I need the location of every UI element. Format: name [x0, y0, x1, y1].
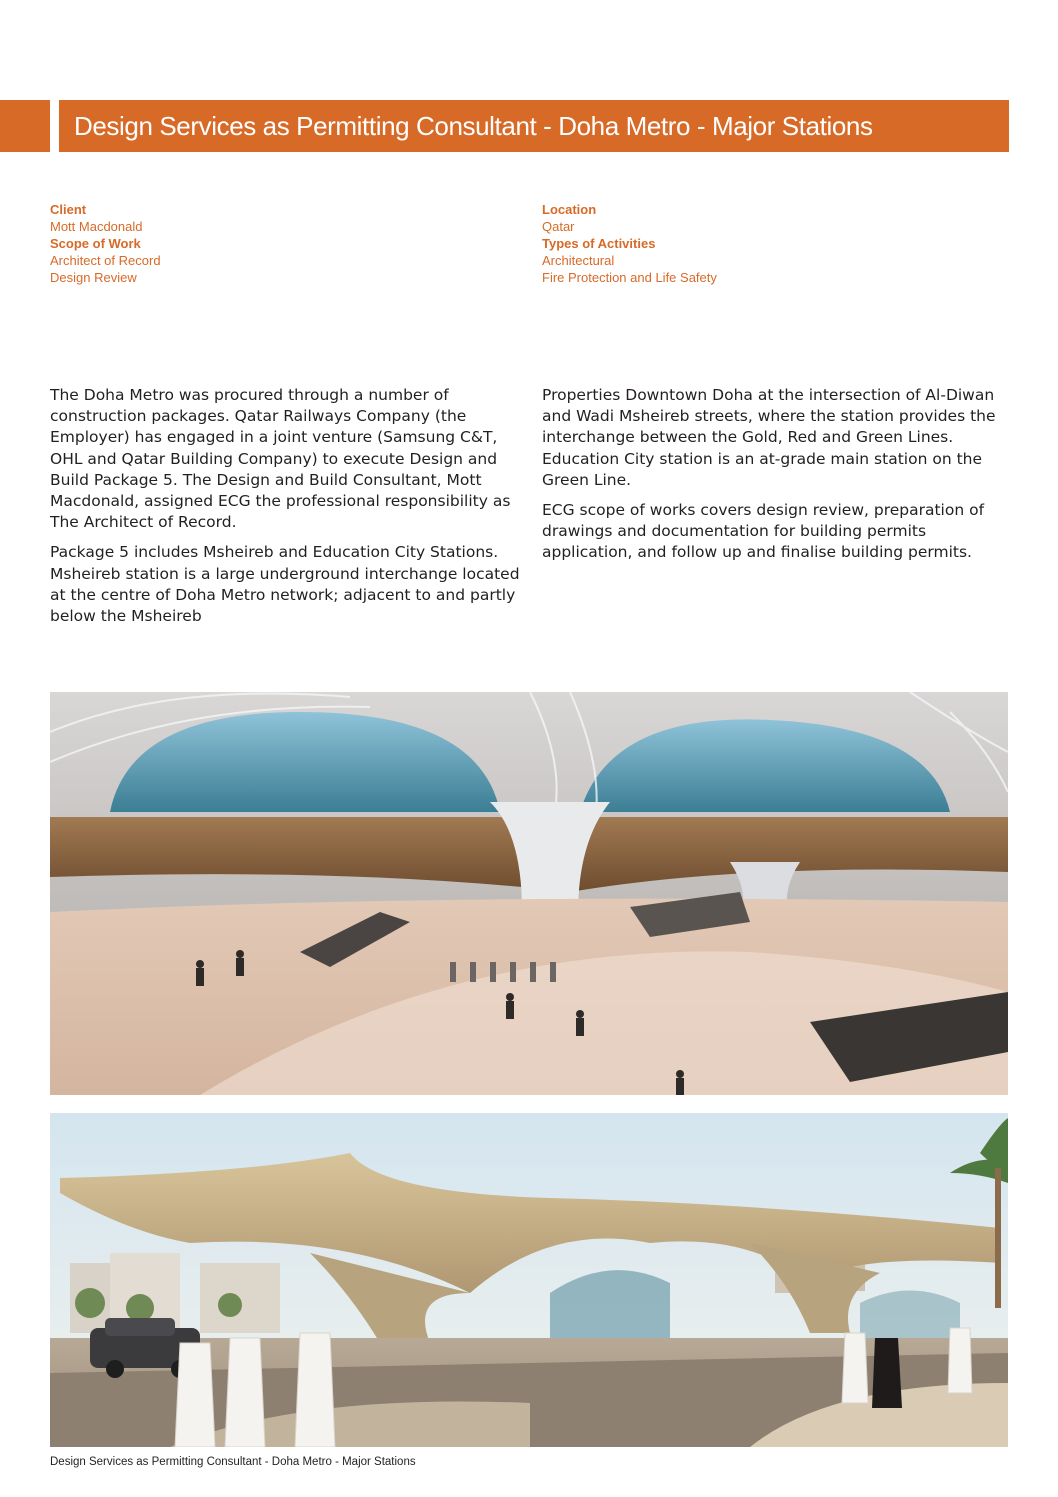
- station-interior-photo: [50, 692, 1008, 1095]
- photo-caption: Design Services as Permitting Consultant - Doha Metro - Major Stations: [50, 1456, 416, 1468]
- page-title: Design Services as Permitting Consultant - Doha Metro - Major Stations: [74, 110, 873, 141]
- scope-label: Scope of Work: [50, 236, 141, 251]
- station-exterior-photo: [50, 1113, 1008, 1447]
- location-label: Location: [542, 202, 597, 217]
- location-value: Qatar: [542, 219, 575, 234]
- header-accent-block: [0, 100, 50, 152]
- activity-item: Fire Protection and Life Safety: [542, 270, 717, 285]
- body-paragraph: ECG scope of works covers design review, preparation of drawings and documentation for building permits application, and follow up and finalise building permits.: [542, 501, 985, 562]
- body-paragraph: Package 5 includes Msheireb and Education City Stations. Msheireb station is a large underground interchange located at the centre of Doha Metro network; adjacent to and partly below the Msheireb: [50, 543, 520, 626]
- activities-label: Types of Activities: [542, 236, 656, 251]
- body-paragraph: Properties Downtown Doha at the intersection of Al-Diwan and Wadi Msheireb streets, where the station provides the interchange between the Gold, Red and Green Lines. Education City station is an at-grade main station on the Green Line.: [542, 386, 996, 489]
- body-text-right: [542, 385, 1012, 573]
- activity-item: Architectural: [542, 253, 615, 268]
- scope-item: Design Review: [50, 270, 137, 285]
- project-meta-right: [542, 201, 717, 286]
- scope-item: Architect of Record: [50, 253, 161, 268]
- project-meta-left: [50, 201, 161, 286]
- client-value: Mott Macdonald: [50, 219, 143, 234]
- body-text-left: [50, 385, 520, 636]
- body-paragraph: The Doha Metro was procured through a number of construction packages. Qatar Railways Company (the Employer) has engaged in a joint venture (Samsung C&T, OHL and Qatar Building Company) to execute Design and Build Package 5. The Design and Build Consultant, Mott Macdonald, assigned ECG the professional responsibility as The Architect of Record.: [50, 386, 511, 532]
- client-label: Client: [50, 202, 87, 217]
- title-bar: [59, 100, 1009, 152]
